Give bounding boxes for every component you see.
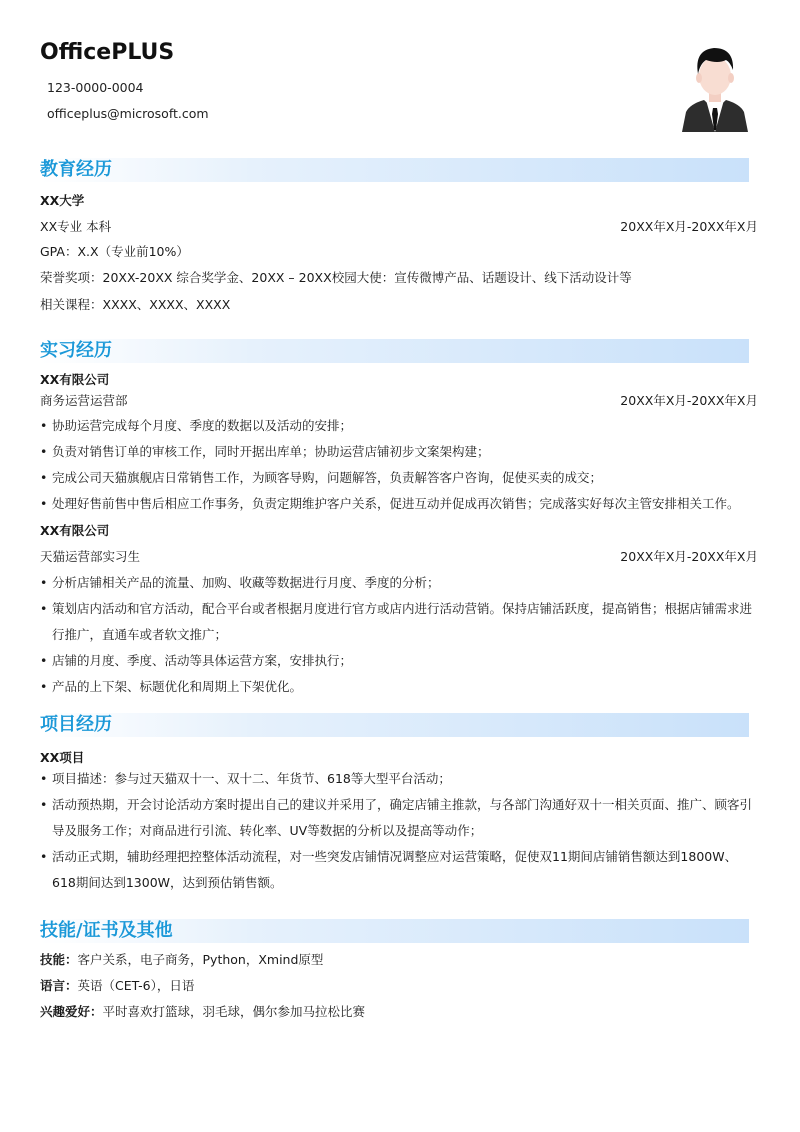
job-date: 20XX年X月-20XX年X月 — [620, 549, 758, 564]
list-item: • 活动正式期，辅助经理把控整体活动流程，对一些突发店铺情况调整应对运营策略，促使双11期间店铺销售额达到1800W、618期间达到1300W，达到预估销售额。 — [40, 844, 752, 896]
list-item: • 协助运营完成每个月度、季度的数据以及活动的安排； — [40, 413, 752, 439]
candidate-name: OfficePLUS — [40, 40, 175, 65]
section-title-skills: 技能/证书及其他 — [40, 920, 173, 941]
skills-line — [40, 951, 758, 969]
honors: 荣誉奖项：20XX-20XX 综合奖学金、20XX – 20XX校园大使：宣传微博产品、话题设计、线下活动设计等 — [40, 270, 632, 285]
avatar — [680, 40, 750, 132]
phone-number: 123-0000-0004 — [47, 80, 144, 95]
list-item: • 分析店铺相关产品的流量、加购、收藏等数据进行月度、季度的分析； — [40, 570, 752, 596]
skills-label: 技能： — [40, 952, 78, 967]
major: XX专业 本科 — [40, 219, 112, 234]
list-item: • 策划店内活动和官方活动，配合平台或者根据月度进行官方或店内进行活动营销。保持店铺活跃度，提高销售；根据店铺需求进行推广，直通车或者软文推广； — [40, 596, 752, 648]
section-header-skills — [40, 919, 749, 943]
education-date: 20XX年X月-20XX年X月 — [620, 219, 758, 234]
language-label: 语言： — [40, 978, 78, 993]
list-item: • 完成公司天猫旗舰店日常销售工作，为顾客导购，问题解答，负责解答客户咨询，促使买卖的成交； — [40, 465, 752, 491]
courses: 相关课程：XXXX、XXXX、XXXX — [40, 297, 231, 312]
list-item: • 活动预热期，开会讨论活动方案时提出自己的建议并采用了，确定店铺主推款，与各部门沟通好双十一相关页面、推广、顾客引导及服务工作；对商品进行引流、转化率、UV等数据的分析以及提高等动作； — [40, 792, 752, 844]
job-role: 天猫运营部实习生 — [40, 549, 141, 564]
section-header-internship — [40, 339, 749, 363]
job-role: 商务运营运营部 — [40, 393, 128, 408]
list-item: • 项目描述：参与过天猫双十一、双十二、年货节、618等大型平台活动； — [40, 766, 752, 792]
company-name: XX有限公司 — [40, 523, 110, 538]
company-name: XX有限公司 — [40, 372, 110, 387]
list-item: • 负责对销售订单的审核工作，同时开据出库单；协助运营店铺初步文案架构建； — [40, 439, 752, 465]
job-date: 20XX年X月-20XX年X月 — [620, 393, 758, 408]
section-header-project — [40, 713, 749, 737]
hobbies-line — [40, 1003, 758, 1021]
list-item: • 店铺的月度、季度、活动等具体运营方案，安排执行； — [40, 648, 752, 674]
gpa: GPA：X.X（专业前10%） — [40, 244, 189, 259]
email-address: officeplus@microsoft.com — [47, 106, 209, 121]
section-title-internship: 实习经历 — [40, 340, 112, 361]
section-header-education — [40, 158, 749, 182]
skills-value: 客户关系，电子商务，Python，Xmind原型 — [77, 952, 324, 967]
project-name: XX项目 — [40, 750, 85, 765]
hobbies-value: 平时喜欢打篮球，羽毛球，偶尔参加马拉松比赛 — [102, 1004, 366, 1019]
language-value: 英语（CET-6），日语 — [77, 978, 195, 993]
section-title-education: 教育经历 — [40, 159, 112, 180]
list-item: • 处理好售前售中售后相应工作事务，负责定期维护客户关系，促进互动并促成再次销售；完成落实好每次主管安排相关工作。 — [40, 491, 752, 517]
language-line — [40, 977, 758, 995]
section-title-project: 项目经历 — [40, 714, 112, 735]
list-item: • 产品的上下架、标题优化和周期上下架优化。 — [40, 674, 752, 700]
hobbies-label: 兴趣爱好： — [40, 1004, 103, 1019]
school-name: XX大学 — [40, 193, 85, 208]
